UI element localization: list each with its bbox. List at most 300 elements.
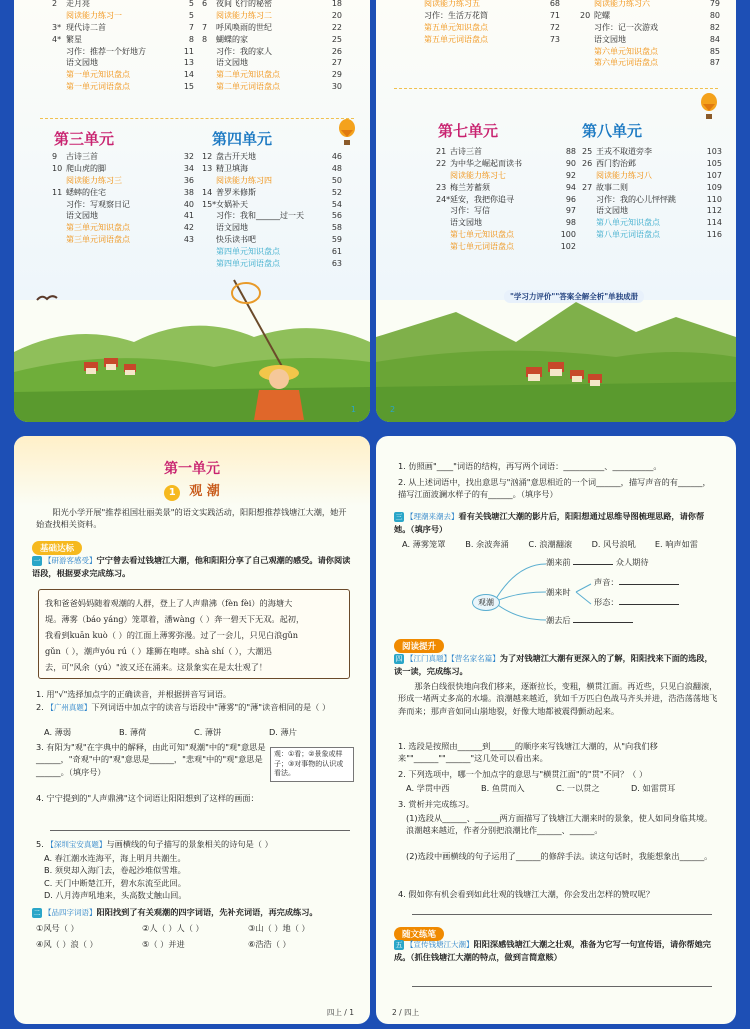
toc-entry-page: 103: [706, 147, 722, 157]
toc-entry-page: 38: [183, 187, 194, 197]
unit-title: 第一单元: [164, 461, 220, 477]
toc-page-right: [376, 0, 736, 422]
toc-entry[interactable]: [52, 33, 194, 45]
toc-entry-title: 阅读能力练习五: [424, 0, 480, 9]
q6-item-4[interactable]: ④风（ ）浪（ ）: [36, 939, 98, 949]
toc-entry-page: 58: [331, 223, 342, 233]
mind-map-during: 潮来时: [546, 587, 571, 597]
toc-entry-page: 68: [549, 0, 560, 9]
toc-entry[interactable]: [582, 181, 722, 193]
toc-entry-page: 32: [183, 152, 194, 162]
q5-option-c[interactable]: C. 天门中断楚江开，碧水东流至此回。: [44, 877, 186, 888]
toc-entry[interactable]: [202, 81, 342, 93]
toc-entry-title: 习作：我的家人: [216, 46, 272, 56]
toc-entry-page: 73: [549, 34, 560, 44]
unit3-heading: 第三单元: [54, 130, 115, 148]
toc-entry-page: 5: [188, 0, 194, 9]
toc-entry[interactable]: [52, 22, 194, 34]
toc-entry[interactable]: [52, 10, 194, 22]
toc-entry[interactable]: [436, 193, 576, 205]
writing-answer-line[interactable]: [412, 986, 712, 987]
q4-answer-line[interactable]: [50, 830, 350, 831]
toc-entry-title: 语文园地: [66, 58, 98, 68]
toc-entry-title: 阅读能力练习八: [596, 170, 652, 180]
task1-text: 宁宁曾去看过钱塘江大潮，他和阳阳分享了自己观潮的感受。请你阅读语段，根据要求完成练习。: [32, 555, 351, 579]
toc-entry-page: 40: [183, 199, 194, 209]
blank[interactable]: [573, 614, 633, 623]
toc-entry-title: 习作：写信: [450, 206, 490, 216]
toc-entry[interactable]: [580, 22, 720, 34]
toc-entry-title: 第五单元知识盘点: [424, 22, 488, 32]
toc-entry-title: 阅读能力练习六: [594, 0, 650, 9]
toc-entry[interactable]: [410, 0, 560, 10]
toc-entry[interactable]: [436, 229, 576, 241]
t3-text: 为了对钱塘江大潮有更深入的了解，阳阳找来下面的选段，读一读，完成练习。: [394, 653, 713, 677]
passage-line: 我看到kuān kuò（ ）的江面上薄雾弥漫。过了一会儿，只见白浪ɡǔn: [45, 630, 299, 640]
q6-item-3[interactable]: ③山（ ）地（ ）: [248, 923, 310, 933]
toc-entry-title: 习作：记一次游戏: [594, 22, 658, 32]
toc-entry-page: 105: [706, 159, 722, 169]
toc-entry-title: 呼风唤雨的世纪: [216, 22, 272, 32]
toc-entry[interactable]: [52, 57, 194, 69]
toc-entry-title: 梅兰芳蓄须: [450, 182, 490, 192]
toc-entry-number: 25: [582, 147, 593, 157]
task-number: 二: [33, 909, 41, 917]
toc-entry-title: 第二单元词语盘点: [216, 81, 280, 91]
t2-tag: 【理潮来潮去】: [406, 512, 459, 521]
toc-entry-page: 85: [709, 46, 720, 56]
lesson-title-row: [14, 480, 370, 501]
toc-entry-page: 87: [709, 58, 720, 68]
toc-entry-page: 110: [706, 194, 722, 204]
toc-entry-page: 46: [331, 152, 342, 162]
toc-entry[interactable]: [436, 240, 576, 252]
toc-entry[interactable]: [202, 163, 342, 175]
toc-entry[interactable]: [580, 33, 720, 45]
toc-entry[interactable]: [436, 205, 576, 217]
toc-entry[interactable]: [202, 210, 342, 222]
toc-entry[interactable]: [436, 181, 576, 193]
toc-entry-title: 第七单元词语盘点: [450, 241, 514, 251]
toc-entry-title: 第一单元知识盘点: [66, 70, 130, 80]
toc-entry-title: 习作：推荐一个好地方: [66, 46, 146, 56]
toc-entry-number: 21: [436, 147, 447, 157]
toc-entry-page: 26: [331, 46, 342, 56]
section-writing-label: 随文练笔: [394, 927, 444, 941]
r-r1: 1. 选段是按照由______到______的顺序来写钱塘江大潮的，从"向我们移来""______""______"这几处可以看出来。: [398, 741, 658, 764]
toc-entry-page: 90: [565, 159, 576, 169]
section-basic-label: 基础达标: [32, 541, 82, 555]
intro-text: 阳光小学开展"推荐祖国壮丽美景"的语文实践活动，阳阳想推荐钱塘江大潮，她开始查找相关资料。: [36, 507, 347, 530]
toc-entry-title: 快乐读书吧: [216, 234, 256, 244]
section-reading-label: 阅读提升: [394, 639, 444, 653]
toc-entry-number: 26: [582, 159, 593, 169]
toc-entry-page: 48: [331, 164, 342, 174]
toc-entry-page: 96: [565, 194, 576, 204]
mind-map-sound: [594, 576, 679, 588]
toc-entry[interactable]: [582, 205, 722, 217]
exercise-page-left: [14, 436, 370, 1024]
r-r4: 4. 假如你有机会看到如此壮观的钱塘江大潮，你会发出怎样的赞叹呢？: [398, 889, 655, 899]
toc-entry-page: 59: [331, 234, 342, 244]
toc-entry-title: 第四单元知识盘点: [216, 246, 280, 256]
toc-entry[interactable]: [410, 10, 560, 22]
mind-map-shape: [594, 596, 679, 608]
toc-entry-number: 8: [202, 34, 208, 44]
toc-entry-title: 习作：我的心儿怦怦跳: [596, 194, 676, 204]
toc-entry[interactable]: [202, 45, 342, 57]
toc-entry-number: 13: [202, 164, 213, 174]
toc-entry[interactable]: [582, 217, 722, 229]
toc-entry-page: 114: [706, 218, 722, 228]
toc-entry-number: 6: [202, 0, 208, 9]
toc-left-col1: [52, 0, 194, 92]
toc-entry-title: 西门豹治邺: [596, 159, 636, 169]
toc-entry-page: 50: [331, 175, 342, 185]
passage-line: 我和爸爸妈妈随着观潮的人群，登上了人声鼎沸（fèn fèi）的海塘大: [45, 598, 293, 608]
unit8-list: [582, 146, 722, 240]
t2-option-a[interactable]: A. 薄雾笼罩: [402, 539, 446, 549]
blank[interactable]: [619, 596, 679, 605]
toc-entry-title: 语文园地: [216, 58, 248, 68]
q6-row2: [36, 938, 354, 950]
toc-entry[interactable]: [410, 33, 560, 45]
toc-entry-page: 80: [709, 11, 720, 21]
toc-entry-page: 13: [183, 58, 194, 68]
toc-entry-page: 56: [331, 211, 342, 221]
toc-entry-title: 语文园地: [216, 223, 248, 233]
toc-entry-page: 11: [183, 46, 194, 56]
toc-entry[interactable]: [52, 222, 194, 234]
toc-entry-page: 109: [706, 182, 722, 192]
toc-entry-page: 27: [331, 58, 342, 68]
q2-tag: 【广州真题】: [46, 703, 92, 712]
mind-map-before: [546, 556, 649, 568]
toc-entry-title: 第八单元词语盘点: [596, 229, 660, 239]
t2-option-b[interactable]: B. 余波奔涌: [465, 539, 509, 549]
toc-entry-page: 79: [709, 0, 720, 9]
mind-shape-label: 形态：: [594, 597, 619, 607]
t2-options: [402, 538, 718, 550]
toc-entry[interactable]: [580, 57, 720, 69]
toc-entry-title: 阅读能力练习七: [450, 170, 506, 180]
toc-entry-title: 语文园地: [450, 218, 482, 228]
q6-item-6[interactable]: ⑥浩浩（ ）: [248, 939, 291, 949]
toc-entry-title: 为中华之崛起而读书: [450, 159, 522, 169]
toc-entry[interactable]: [52, 198, 194, 210]
toc-entry[interactable]: [52, 0, 194, 10]
mind-map-center: 观潮: [472, 594, 500, 611]
toc-entry-page: 30: [331, 81, 342, 91]
toc-entry[interactable]: [202, 257, 342, 269]
toc-entry-title: 习作：写观察日记: [66, 199, 130, 209]
toc-entry-title: 爬山虎的脚: [66, 164, 106, 174]
toc-entry-page: 98: [565, 218, 576, 228]
q1: 1. 用"√"选择加点字的正确读音，并根据拼音写词语。: [36, 689, 232, 699]
q2-options: [44, 726, 344, 738]
toc-left-col2: [202, 0, 342, 92]
toc-entry-title: 陀螺: [594, 11, 610, 21]
toc-entry-title: 第七单元知识盘点: [450, 229, 514, 239]
child-with-net-illustration: [224, 275, 354, 420]
toc-entry[interactable]: [580, 45, 720, 57]
toc-entry[interactable]: [202, 234, 342, 246]
toc-entry-title: 走月亮: [66, 0, 90, 9]
page-number: 1: [350, 405, 356, 414]
toc-entry-page: 88: [565, 147, 576, 157]
toc-entry[interactable]: [52, 234, 194, 246]
t2-option-d[interactable]: D. 风号浪吼: [591, 539, 636, 549]
toc-entry-page: 100: [560, 229, 576, 239]
toc-entry-number: 24*: [436, 194, 451, 204]
r2-option-a[interactable]: A. 学贯中西: [406, 783, 450, 793]
toc-entry[interactable]: [582, 170, 722, 182]
toc-entry[interactable]: [410, 22, 560, 34]
toc-entry-title: 习作：我和______过一天: [216, 211, 304, 221]
toc-entry-title: 现代诗二首: [66, 22, 106, 32]
toc-entry-page: 34: [183, 164, 194, 174]
unit8-heading: 第八单元: [582, 122, 643, 140]
section-basic: [32, 536, 82, 555]
toc-entry-page: 15: [183, 81, 194, 91]
toc-entry[interactable]: [582, 158, 722, 170]
toc-entry-title: 第三单元知识盘点: [66, 223, 130, 233]
toc-entry[interactable]: [52, 210, 194, 222]
q2-option-c[interactable]: C. 薄饼: [194, 727, 222, 737]
toc-entry-number: 20: [580, 11, 591, 21]
toc-entry-page: 25: [331, 34, 342, 44]
t2-option-e[interactable]: E. 响声如雷: [654, 539, 698, 549]
toc-entry-page: 18: [331, 0, 342, 9]
exercise-page-right: [376, 436, 736, 1024]
q6-tag: 【品四字词语】: [44, 908, 97, 917]
toc-entry[interactable]: [582, 193, 722, 205]
toc-entry[interactable]: [52, 45, 194, 57]
page-footer: 2 / 四上: [392, 1008, 420, 1017]
toc-entry-title: 繁星: [66, 34, 82, 44]
unit4-heading: 第四单元: [212, 130, 273, 148]
page-footer: 四上 / 1: [326, 1008, 354, 1017]
toc-entry-page: 97: [565, 206, 576, 216]
q5-option-a[interactable]: A. 春江潮水连海平，海上明月共潮生。: [44, 853, 186, 863]
toc-entry[interactable]: [202, 0, 342, 10]
r2-option-b[interactable]: B. 鱼贯而入: [481, 783, 525, 793]
q6-item-2[interactable]: ②人（ ）人（ ）: [142, 923, 204, 933]
toc-entry[interactable]: [202, 33, 342, 45]
r4-answer-line[interactable]: [412, 914, 712, 915]
toc-entry-page: 42: [183, 223, 194, 233]
toc-entry[interactable]: [202, 57, 342, 69]
toc-entry-page: 43: [183, 234, 194, 244]
toc-entry-title: 阅读能力练习四: [216, 175, 272, 185]
q2: 2. 【广州真题】下列词语中加点字的读音与语段中"薄雾"的"薄"读音相同的是（ ）: [36, 701, 356, 714]
toc-entry-page: 7: [188, 22, 194, 32]
unit7-list: [436, 146, 576, 252]
q2-option-b[interactable]: B. 薄荷: [119, 727, 147, 737]
toc-entry-number: 27: [582, 182, 593, 192]
q6-item-1[interactable]: ①风号（ ）: [36, 923, 79, 933]
t2-option-c[interactable]: C. 浪潮翻滚: [528, 539, 573, 549]
q3: 3. 有阳为"观"在字典中的解释，由此可知"观潮"中的"观"意思是______，"奇观"中的"观"意思是______，"悲观"中的"观"意思是______。（填序号）: [36, 742, 266, 777]
t4-text: 阳阳深感钱塘江大潮之壮观，准备为它写一句宣传语，请你帮她完成。（抓住钱塘江大潮的特点，做到言简意赅）: [394, 939, 711, 963]
hot-air-balloon-icon: [336, 118, 358, 148]
toc-entry-page: 20: [331, 11, 342, 21]
toc-entry-page: 116: [706, 229, 722, 239]
toc-entry-title: 语文园地: [66, 211, 98, 221]
blank[interactable]: [619, 576, 679, 585]
q5-option-d[interactable]: D. 八月涛声吼地来，头高数丈触山回。: [44, 890, 187, 901]
r-q1: 1. 仿照画"____"词语的结构，再写两个词语：__________、__________。: [398, 461, 662, 471]
q5-text: 与画横线的句子描写的景象相关的诗句是（ ）: [106, 839, 273, 849]
mind-sound-label: 声音：: [594, 577, 619, 587]
toc-entry-title: 阅读能力练习二: [216, 11, 272, 21]
toc-entry[interactable]: [202, 22, 342, 34]
q2-option-a[interactable]: A. 薄弱: [44, 727, 72, 737]
q3-note: 观：①看；②景象或样子；③对事物的认识或看法。: [270, 747, 354, 782]
toc-entry-page: 61: [331, 246, 342, 256]
toc-entry-title: 延安，我把你追寻: [450, 194, 514, 204]
toc-entry-title: 故事二则: [596, 182, 628, 192]
page-number: 2: [390, 405, 396, 414]
toc-entry[interactable]: [202, 245, 342, 257]
toc-entry-title: 语文园地: [596, 206, 628, 216]
toc-entry-number: 12: [202, 152, 213, 162]
toc-entry[interactable]: [202, 222, 342, 234]
toc-entry-title: 第五单元词语盘点: [424, 34, 488, 44]
lesson-title: 观 潮: [189, 484, 220, 499]
toc-entry[interactable]: [52, 151, 194, 163]
toc-right-col2: [580, 0, 720, 69]
toc-entry-title: 夜间飞行的秘密: [216, 0, 272, 9]
answer-booklet-banner: "学习力评价""答案全解全析"单独成册: [504, 290, 644, 303]
r2-option-c[interactable]: C. 一以贯之: [556, 783, 600, 793]
t2-text: 看有关钱塘江大潮的影片后，阳阳想通过思维导图梳理思路，请你帮她。（填序号）: [394, 511, 705, 535]
toc-entry[interactable]: [52, 163, 194, 175]
unit4-list: [202, 151, 342, 269]
task-number: 一: [33, 557, 41, 565]
toc-entry-title: 第二单元知识盘点: [216, 70, 280, 80]
task-number: 五: [395, 941, 403, 949]
r-r2: 2. 下列选项中，哪一个加点字的意思与"横贯江面"的"贯"不同？（ ）: [398, 769, 648, 779]
toc-entry[interactable]: [52, 69, 194, 81]
toc-entry[interactable]: [52, 81, 194, 93]
toc-entry-number: 23: [436, 182, 447, 192]
q6-item-5[interactable]: ⑤（ ）并进: [142, 939, 185, 949]
toc-entry-number: 7: [202, 22, 208, 32]
toc-entry[interactable]: [436, 158, 576, 170]
toc-entry-title: 习作：生活万花筒: [424, 11, 488, 21]
toc-entry[interactable]: [436, 146, 576, 158]
toc-entry-title: 精卫填海: [216, 164, 248, 174]
task6: [32, 906, 354, 919]
toc-entry-page: 94: [565, 182, 576, 192]
blank[interactable]: [573, 556, 613, 565]
divider: [394, 88, 718, 89]
toc-spread: [0, 0, 750, 430]
r-q2: 2. 从上述词语中，找出意思与"汹涌"意思相近的一个词______，描写声音的有______，描写江面波澜水样子的有______。（填序号）: [398, 477, 711, 500]
toc-entry[interactable]: [52, 175, 194, 187]
toc-entry[interactable]: [202, 10, 342, 22]
q2-option-d[interactable]: D. 薄片: [269, 727, 297, 737]
lesson-number: 1: [164, 485, 180, 501]
toc-entry[interactable]: [582, 146, 722, 158]
t4-tag: 【宣传钱塘江大潮】: [406, 940, 474, 949]
toc-entry-title: 第八单元知识盘点: [596, 218, 660, 228]
toc-entry-number: 14: [202, 187, 213, 197]
toc-entry[interactable]: [582, 229, 722, 241]
q5-option-b[interactable]: B. 须臾却入海门去，卷起沙堆似雪堆。: [44, 865, 186, 876]
toc-entry-page: 63: [331, 258, 342, 268]
toc-entry-title: 女娲补天: [216, 199, 248, 209]
toc-entry-title: 语文园地: [594, 34, 626, 44]
passage-line: 堤。薄雾（báo yáng）笼罩着，潘wàng（ ）奔一碧天下无双。起初，: [45, 614, 305, 624]
toc-entry-number: 4*: [52, 34, 62, 44]
task1-tag: 【研游客感受】: [44, 556, 97, 565]
r2-options: [406, 782, 706, 794]
toc-entry-number: 9: [52, 152, 58, 162]
passage: [45, 595, 343, 675]
toc-entry[interactable]: [202, 186, 342, 198]
section-reading: [394, 634, 444, 653]
toc-entry[interactable]: [202, 151, 342, 163]
toc-entry-page: 41: [183, 211, 194, 221]
r-r3a: (1)选段从______、______两方面描写了钱塘江大潮来时的景象，使人如同身临其境。浪潮越来越近，作者分别把浪潮比作______、______。: [406, 813, 713, 836]
toc-entry-title: 古诗三首: [450, 147, 482, 157]
passage-box: [38, 589, 350, 679]
toc-entry-title: 阅读能力练习一: [66, 11, 122, 21]
mind-before-text: 众人期待: [615, 557, 649, 567]
task-writing: [394, 938, 718, 964]
q6-text: 阳阳找到了有关观潮的四字词语，先补充词语，再完成练习。: [96, 907, 318, 917]
unit7-heading: 第七单元: [438, 122, 499, 140]
landscape-illustration: [376, 302, 736, 422]
toc-entry-number: 10: [52, 164, 63, 174]
toc-entry-page: 52: [331, 187, 342, 197]
toc-entry-number: 2: [52, 0, 58, 9]
toc-entry-number: 15*: [202, 199, 217, 209]
toc-entry[interactable]: [202, 175, 342, 187]
toc-entry[interactable]: [202, 198, 342, 210]
toc-entry-page: 36: [183, 175, 194, 185]
toc-entry[interactable]: [580, 10, 720, 22]
toc-entry-page: 92: [565, 170, 576, 180]
toc-entry-page: 82: [709, 22, 720, 32]
r2-option-d[interactable]: D. 如雷贯耳: [631, 783, 676, 793]
toc-entry-number: 3*: [52, 22, 62, 32]
toc-entry-page: 5: [188, 11, 194, 21]
toc-entry-page: 8: [188, 34, 194, 44]
toc-entry[interactable]: [580, 0, 720, 10]
mind-after-label: 潮去后: [546, 615, 571, 625]
bird-icon: [36, 292, 58, 306]
divider: [40, 118, 354, 119]
passage-line: 去，可"风余（yú）"波又还在涌来。这景象实在是太壮观了！: [45, 662, 268, 672]
reading-passage: 那条白线很快地向我们移来，逐渐拉长，变粗，横贯江面。再近些，只见白浪翻滚，形成一堵两丈多高的水墙。浪潮越来越近，犹如千万匹白色战马齐头并进，浩浩荡荡地飞奔而来；那声音如同山崩地裂，好像大地都被震得颤动起来。: [398, 681, 718, 716]
q5-options: [44, 852, 344, 902]
toc-entry-page: 107: [706, 170, 722, 180]
toc-entry[interactable]: [52, 186, 194, 198]
toc-entry-title: 第六单元词语盘点: [594, 58, 658, 68]
toc-entry-number: 11: [52, 187, 63, 197]
q6-row1: [36, 922, 354, 934]
toc-entry-title: 阅读能力练习三: [66, 175, 122, 185]
toc-entry[interactable]: [202, 69, 342, 81]
toc-entry[interactable]: [436, 217, 576, 229]
toc-entry-page: 22: [331, 22, 342, 32]
q5-tag: 【深圳宝安真题】: [46, 840, 107, 849]
toc-entry-number: 22: [436, 159, 447, 169]
toc-entry[interactable]: [436, 170, 576, 182]
